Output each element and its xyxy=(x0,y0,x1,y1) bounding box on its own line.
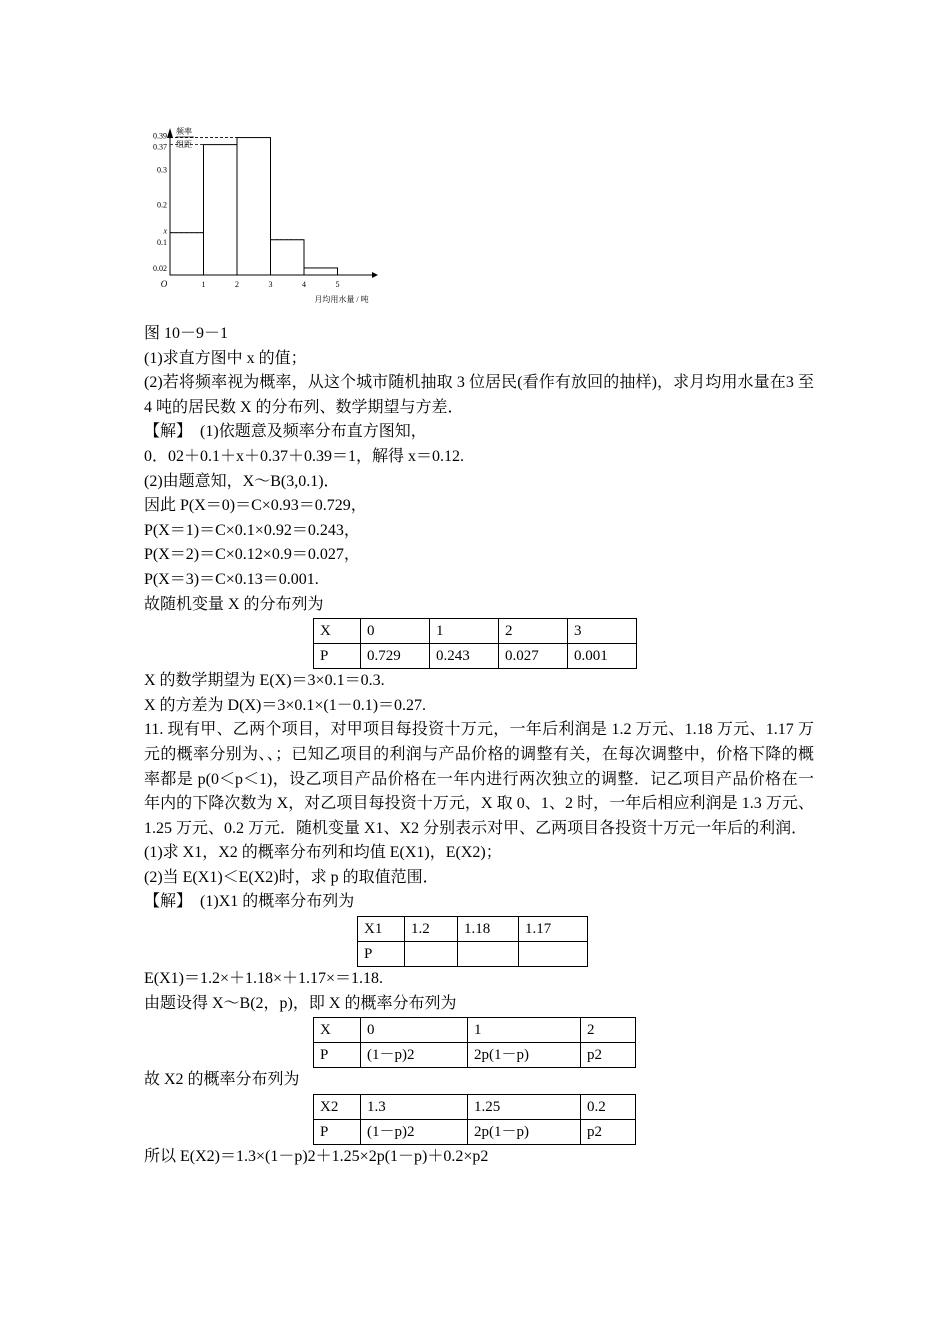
y-axis-label-top: 频率 xyxy=(176,127,192,136)
distribution-table-x1 xyxy=(357,916,588,967)
y-tick-label: x xyxy=(163,226,167,236)
y-tick-label: 0.39 xyxy=(153,131,167,141)
solution-line: 因此 P(X＝0)＝C×0.93＝0.729， xyxy=(144,497,367,515)
table-cell: 2 xyxy=(499,619,568,644)
table-row xyxy=(314,1043,636,1068)
table-cell: 1.3 xyxy=(361,1094,468,1119)
table-cell: 1 xyxy=(430,619,499,644)
solution-label: 【解】 xyxy=(144,893,185,911)
table-cell: p2 xyxy=(581,1043,636,1068)
solution-line: P(X＝1)＝C×0.1×0.92＝0.243， xyxy=(144,521,360,539)
solution-line: P(X＝3)＝C×0.13＝0.001. xyxy=(144,570,319,588)
table-cell: 0 xyxy=(361,619,430,644)
table-row xyxy=(314,619,637,644)
table-cell: 0.243 xyxy=(430,644,499,669)
y-tick-label: 0.37 xyxy=(153,142,167,152)
x-tick-label: 3 xyxy=(268,280,273,289)
solution-line: P(X＝2)＝C×0.12×0.9＝0.027， xyxy=(144,546,360,564)
table-cell: 1 xyxy=(468,1018,581,1043)
table-cell: P xyxy=(314,644,361,669)
y-tick-label: 0.1 xyxy=(157,237,167,247)
x-axis-label: 月均用水量 / 吨 xyxy=(314,295,369,304)
histogram-bar xyxy=(204,145,238,275)
distribution-table-x xyxy=(313,618,637,669)
table-cell: (1－p)2 xyxy=(361,1043,468,1068)
y-tick-label: 0.3 xyxy=(157,165,167,175)
x-tick-label: 4 xyxy=(302,280,306,289)
table-row xyxy=(314,1119,636,1144)
table-cell: X2 xyxy=(314,1094,361,1119)
solution-line: 0．02＋0.1＋x＋0.37＋0.39＝1，解得 x＝0.12. xyxy=(144,447,465,465)
document-body xyxy=(144,322,814,1169)
origin-label: O xyxy=(160,279,168,289)
table-cell: 2p(1－p) xyxy=(468,1043,581,1068)
solution-text: (1)依题意及频率分布直方图知， xyxy=(200,423,427,441)
solution-line: 由题设得 X～B(2，p)，即 X 的概率分布列为 xyxy=(144,994,457,1012)
table-row xyxy=(314,1018,636,1043)
solution-line: X 的方差为 D(X)＝3×0.1×(1－0.1)＝0.27. xyxy=(144,696,427,714)
table-cell: 0.027 xyxy=(499,644,568,669)
histogram-bar xyxy=(271,240,305,275)
table-cell: 0.001 xyxy=(568,644,637,669)
table-cell: P xyxy=(314,1119,361,1144)
distribution-table-binomial xyxy=(313,1017,636,1068)
table-cell: 2p(1－p) xyxy=(468,1119,581,1144)
figure-caption: 图 10－9－1 xyxy=(144,325,229,342)
histogram-bar xyxy=(170,233,204,275)
question-11-part-2: (2)当 E(X1)＜E(X2)时，求 p 的取值范围． xyxy=(144,868,439,886)
x-tick-label: 1 xyxy=(201,280,206,289)
solution-2-intro xyxy=(144,890,814,915)
solution-text: (1)X1 的概率分布列为 xyxy=(200,893,355,911)
x-tick-label: 5 xyxy=(335,280,340,289)
question-2: (2)若将频率视为概率，从这个城市随机抽取 3 位居民(看作有放回的抽样)，求月均用水量在3 至 4 吨的居民数 X 的分布列、数学期望与方差． xyxy=(144,374,814,416)
table-cell xyxy=(458,942,519,967)
solution-line: E(X1)＝1.2×＋1.18×＋1.17×＝1.18. xyxy=(144,970,384,988)
solution-line: 故 X2 的概率分布列为 xyxy=(144,1071,300,1089)
table-row xyxy=(314,1094,636,1119)
table-row xyxy=(358,917,588,942)
table-cell: X xyxy=(314,619,361,644)
histogram-bar xyxy=(237,138,271,275)
histogram-bar xyxy=(304,268,338,275)
table-cell: 1.17 xyxy=(519,917,588,942)
table-cell: 1.25 xyxy=(468,1094,581,1119)
table-cell: P xyxy=(358,942,405,967)
x-tick-label: 2 xyxy=(235,280,239,289)
table-cell: P xyxy=(314,1043,361,1068)
table-row xyxy=(358,942,588,967)
table-cell: 3 xyxy=(568,619,637,644)
y-tick-label: 0.02 xyxy=(153,263,167,273)
distribution-table-x2 xyxy=(313,1094,636,1145)
table-row xyxy=(314,644,637,669)
table-cell: p2 xyxy=(581,1119,636,1144)
y-axis-arrow xyxy=(167,128,173,138)
y-axis-label-bottom: 组距 xyxy=(176,140,192,149)
table-cell: 0.2 xyxy=(581,1094,636,1119)
table-cell: 1.18 xyxy=(458,917,519,942)
histogram-chart xyxy=(140,122,390,312)
solution-line: X 的数学期望为 E(X)＝3×0.1＝0.3. xyxy=(144,672,385,690)
solution-line: 故随机变量 X 的分布列为 xyxy=(144,595,324,613)
question-11-part-1: (1)求 X1，X2 的概率分布列和均值 E(X1)，E(X2)； xyxy=(144,844,502,862)
solution-1-intro xyxy=(144,420,814,445)
solution-label: 【解】 xyxy=(144,423,185,441)
solution-line: (2)由题意知，X～B(3,0.1)． xyxy=(144,472,340,490)
table-cell xyxy=(519,942,588,967)
question-11: 11. 现有甲、乙两个项目，对甲项目每投资十万元，一年后利润是 1.2 万元、1.18 万元、1.17 万元的概率分别为、、；已知乙项目的利润与产品价格的调整有关，在每次调整中，价格下降的概率都是 p(0＜p＜1)，设乙项目产品价格在一年内进行两次独立的调整．记乙项目产品价格在一年内的下降次数为 X，对乙项目每投资十万元，X 取 0、1、2 时，一年后相应利润是 1.3 万元、1.25 万元、0.2 万元．随机变量 X1、X2 分别表示对甲、乙两项目各投资十万元一年后的利润． xyxy=(144,721,814,837)
table-cell: 2 xyxy=(581,1018,636,1043)
table-cell xyxy=(405,942,458,967)
table-cell: 1.2 xyxy=(405,917,458,942)
solution-line: 所以 E(X2)＝1.3×(1－p)2＋1.25×2p(1－p)＋0.2×p2 xyxy=(144,1147,489,1165)
y-tick-label: 0.2 xyxy=(157,200,167,210)
table-cell: 0.729 xyxy=(361,644,430,669)
table-cell: 0 xyxy=(361,1018,468,1043)
table-cell: (1－p)2 xyxy=(361,1119,468,1144)
question-1: (1)求直方图中 x 的值； xyxy=(144,349,307,367)
table-cell: X1 xyxy=(358,917,405,942)
x-axis-arrow xyxy=(372,272,378,278)
table-cell: X xyxy=(314,1018,361,1043)
